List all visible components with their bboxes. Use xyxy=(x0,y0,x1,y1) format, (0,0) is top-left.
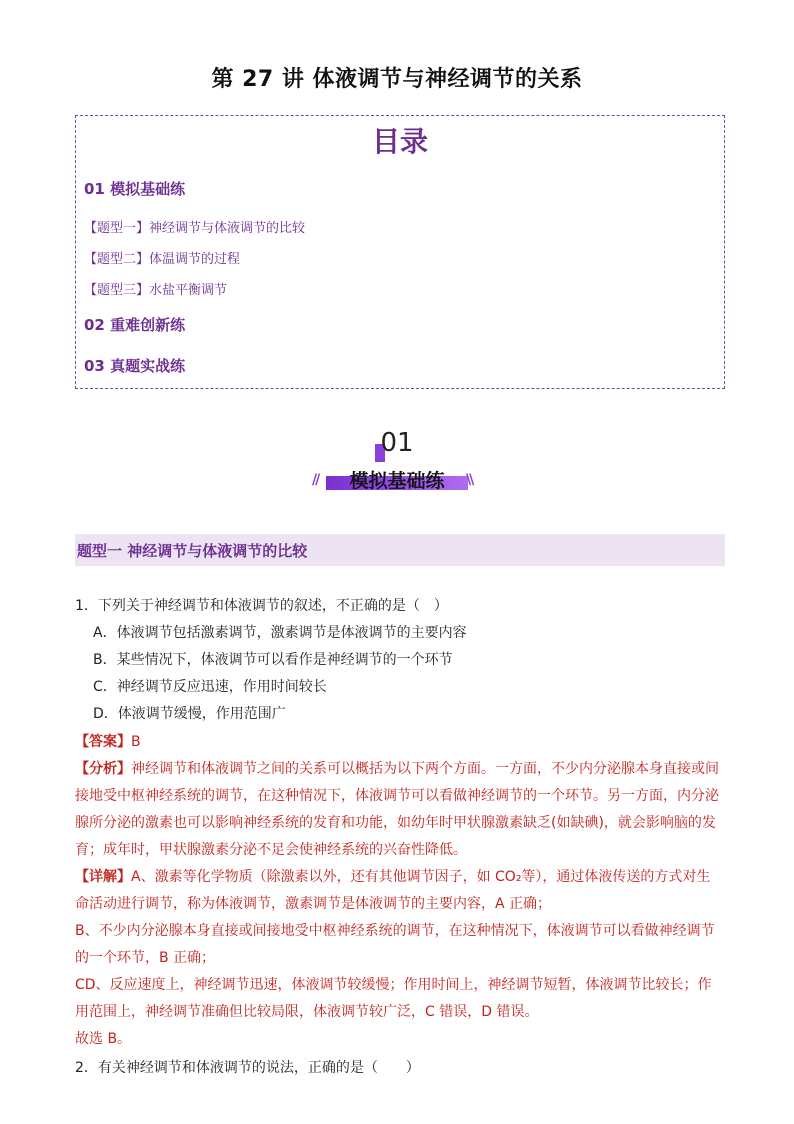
detail-line-6: 用范围上，神经调节准确但比较局限，体液调节较广泛，C 错误，D 错误。 xyxy=(75,1004,539,1020)
analysis-label: 【分析】 xyxy=(75,761,131,777)
slash-decoration-icon: \\ xyxy=(466,472,473,488)
conclusion-line: 故选 B。 xyxy=(75,1031,132,1047)
question-stem: 1．下列关于神经调节和体液调节的叙述，不正确的是（ ） xyxy=(75,598,448,614)
toc-section-03[interactable]: 03 真题实战练 xyxy=(84,357,186,375)
toc-item-qtype-1[interactable]: 【题型一】神经调节与体液调节的比较 xyxy=(84,221,306,236)
section-banner xyxy=(0,428,794,498)
analysis-line-4: 育；成年时，甲状腺激素分泌不足会使神经系统的兴奋性降低。 xyxy=(75,842,467,858)
table-of-contents xyxy=(75,115,725,389)
answer-label: 【答案】 xyxy=(75,734,131,750)
detail-line-5: CD、反应速度上，神经调节迅速，体液调节较缓慢；作用时间上，神经调节短暂，体液调节比较长；作 xyxy=(75,977,712,993)
toc-heading: 目录 xyxy=(371,125,428,158)
toc-section-02[interactable]: 02 重难创新练 xyxy=(84,316,186,334)
toc-section-01[interactable]: 01 模拟基础练 xyxy=(84,180,186,198)
page-title: 第 27 讲 体液调节与神经调节的关系 xyxy=(211,67,583,92)
option-a: A．体液调节包括激素调节，激素调节是体液调节的主要内容 xyxy=(93,625,467,641)
answer-value: B xyxy=(131,734,141,750)
toc-item-qtype-3[interactable]: 【题型三】水盐平衡调节 xyxy=(84,283,228,298)
analysis-line-3: 腺所分泌的激素也可以影响神经系统的发育和功能，如幼年时甲状腺激素缺乏(如缺碘)，就会影响脑的发 xyxy=(75,815,716,831)
banner-title: 模拟基础练 xyxy=(349,470,445,492)
question-type-header xyxy=(75,534,725,566)
question-2-stem: 2．有关神经调节和体液调节的说法，正确的是（ ） xyxy=(75,1060,420,1076)
question-type-label: 题型一 神经调节与体液调节的比较 xyxy=(77,542,308,560)
banner-number: 01 xyxy=(380,428,414,458)
analysis-line-2: 接地受中枢神经系统的调节，在这种情况下，体液调节可以看做神经调节的一个环节。另一方面，内分泌 xyxy=(75,788,719,804)
detail-line-4: 的一个环节，B 正确； xyxy=(75,950,216,966)
analysis-text: 神经调节和体液调节之间的关系可以概括为以下两个方面。一方面，不少内分泌腺本身直接或间 xyxy=(131,761,719,777)
detail-label: 【详解】 xyxy=(75,869,131,885)
detail-line-3: B、不少内分泌腺本身直接或间接地受中枢神经系统的调节，在这种情况下，体液调节可以看做神经调节 xyxy=(75,923,715,939)
detail-line-2: 命活动进行调节，称为体液调节，激素调节是体液调节的主要内容，A 正确； xyxy=(75,896,552,912)
analysis-line-1 xyxy=(75,758,719,778)
option-b: B．某些情况下，体液调节可以看作是神经调节的一个环节 xyxy=(93,652,453,668)
option-d: D．体液调节缓慢，作用范围广 xyxy=(93,706,286,722)
detail-text: A、激素等化学物质（除激素以外，还有其他调节因子，如 CO₂等），通过体液传送的方式对生 xyxy=(131,869,711,885)
option-c: C．神经调节反应迅速，作用时间较长 xyxy=(93,679,327,695)
toc-item-qtype-2[interactable]: 【题型二】体温调节的过程 xyxy=(84,252,241,267)
answer-line xyxy=(75,731,141,751)
detail-line-1 xyxy=(75,866,710,886)
slash-decoration-icon: // xyxy=(312,472,319,488)
